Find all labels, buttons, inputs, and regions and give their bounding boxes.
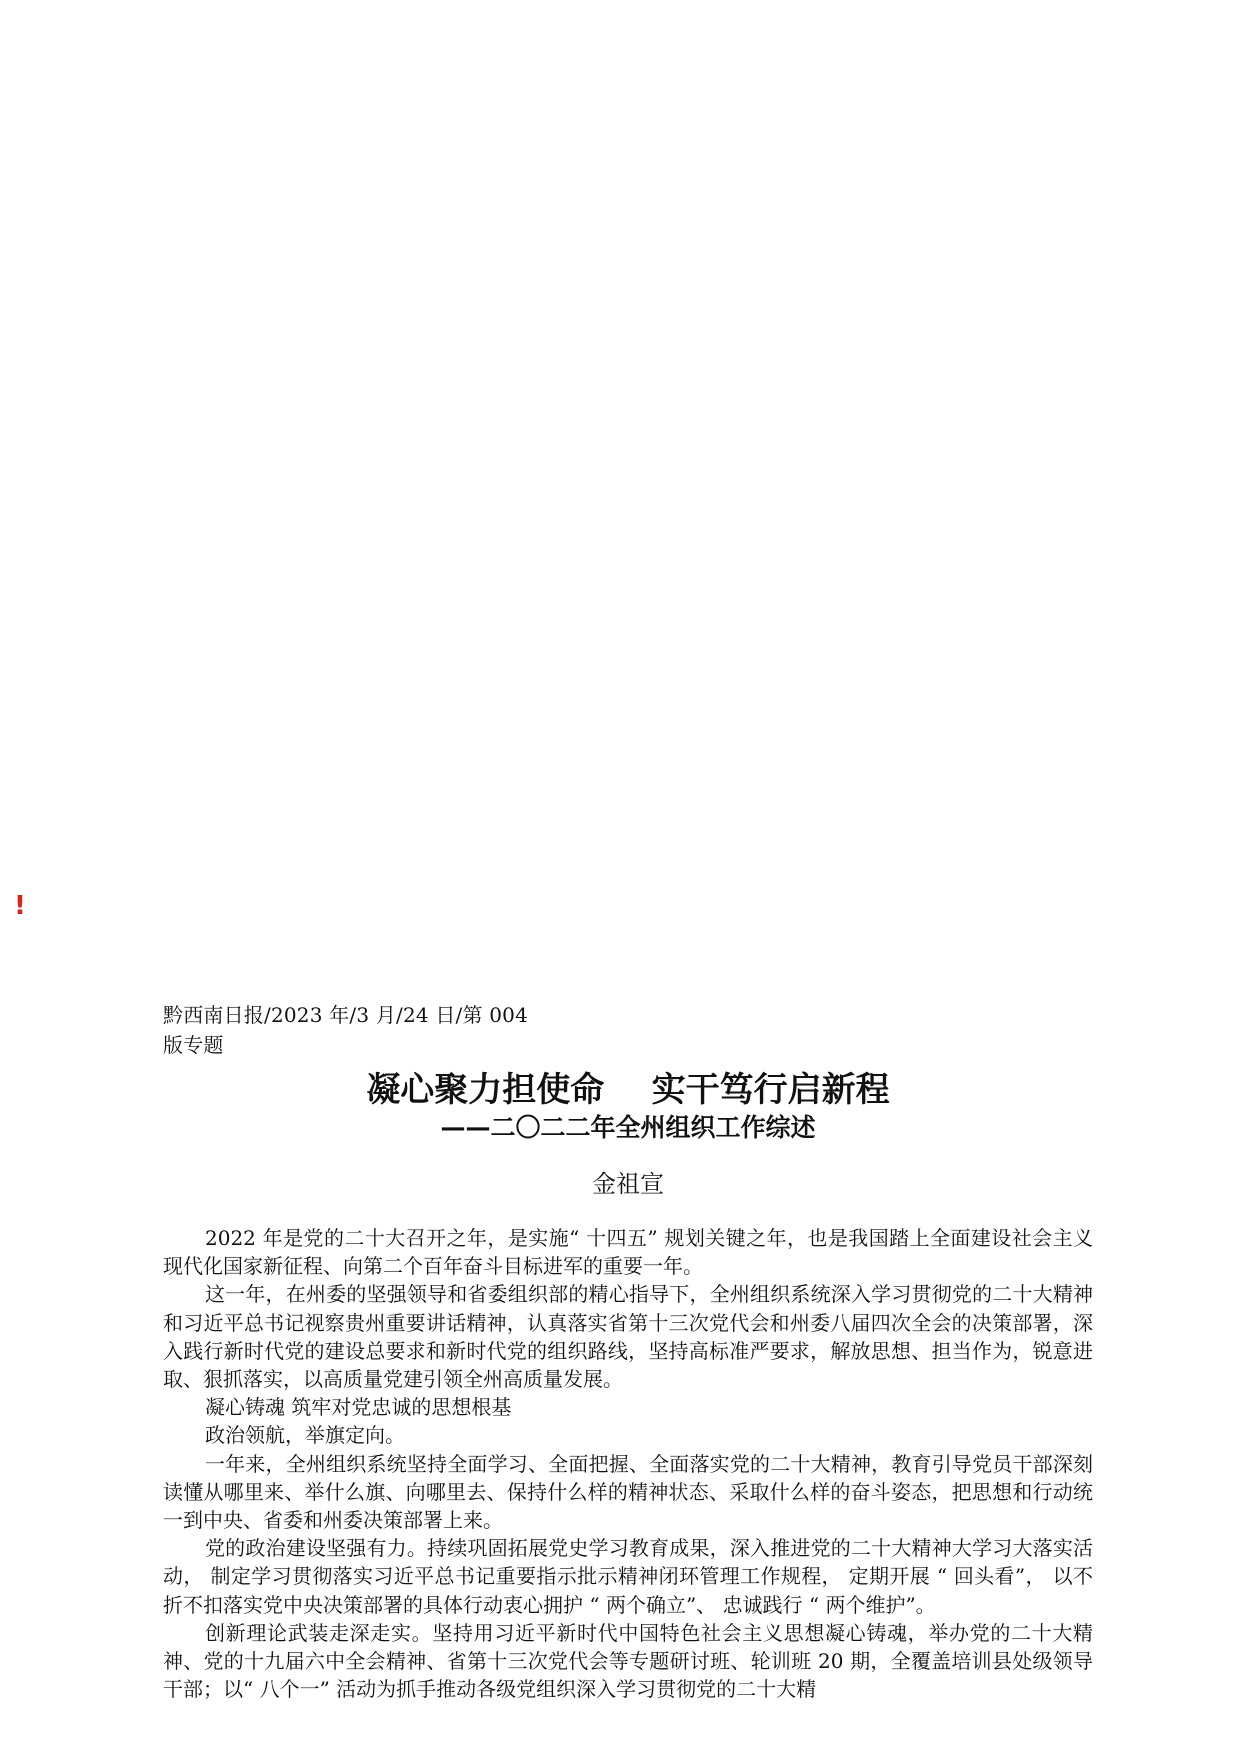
paragraph-theory-arming: 创新理论武装走深走实。坚持用习近平新时代中国特色社会主义思想凝心铸魂，举办党的二十大精神、党的十九届六中全会精神、省第十三次党代会等专题研讨班、轮训班 20 期，全覆盖培训县处级领导干部；以“ 八个一” 活动为抓手推动各级党组织深入学习贯彻党的二十大精	[163, 1620, 1093, 1702]
article-body	[163, 1224, 1093, 1703]
red-exclamation-mark: !	[14, 891, 26, 921]
article-subtitle: ——二〇二二年全州组织工作综述	[440, 1113, 816, 1142]
article	[163, 1000, 1093, 1703]
paragraph-political-building: 党的政治建设坚强有力。持续巩固拓展党史学习教育成果，深入推进党的二十大精神大学习大落实活动， 制定学习贯彻落实习近平总书记重要指示批示精神闭环管理工作规程， 定期开展 “ 回头看”， 以不折不扣落实党中央决策部署的具体行动衷心拥护 “ 两个确立”、 忠诚践行 “ 两个维护”。	[163, 1536, 1093, 1617]
paragraph-overview: 这一年，在州委的坚强领导和省委组织部的精心指导下，全州组织系统深入学习贯彻党的二十大精神和习近平总书记视察贵州重要讲话精神，认真落实省第十三次党代会和州委八届四次全会的决策部署，深入践行新时代党的建设总要求和新时代党的组织路线，坚持高标准严要求，解放思想、担当作为，锐意进取、狠抓落实，以高质量党建引领全州高质量发展。	[163, 1282, 1093, 1392]
section-heading: 凝心铸魂 筑牢对党忠诚的思想根基	[205, 1395, 512, 1420]
paragraph-intro: 2022 年是党的二十大召开之年，是实施“ 十四五” 规划关键之年，也是我国踏上全面建设社会主义现代化国家新征程、向第二个百年奋斗目标进军的重要一年。	[163, 1226, 1093, 1279]
article-author: 金祖宣	[592, 1170, 664, 1198]
section-subheading: 政治领航，举旗定向。	[205, 1423, 405, 1448]
paragraph-year-review: 一年来，全州组织系统坚持全面学习、全面把握、全面落实党的二十大精神，教育引导党员干部深刻读懂从哪里来、举什么旗、向哪里去、保持什么样的精神状态、采取什么样的奋斗姿态，把思想和行动统一到中央、省委和州委决策部署上来。	[163, 1451, 1093, 1533]
article-title: 凝心聚力担使命 实干笃行启新程	[366, 1070, 890, 1110]
article-source-line: 黔西南日报/2023 年/3 月/24 日/第 004 版专题	[163, 1003, 529, 1057]
